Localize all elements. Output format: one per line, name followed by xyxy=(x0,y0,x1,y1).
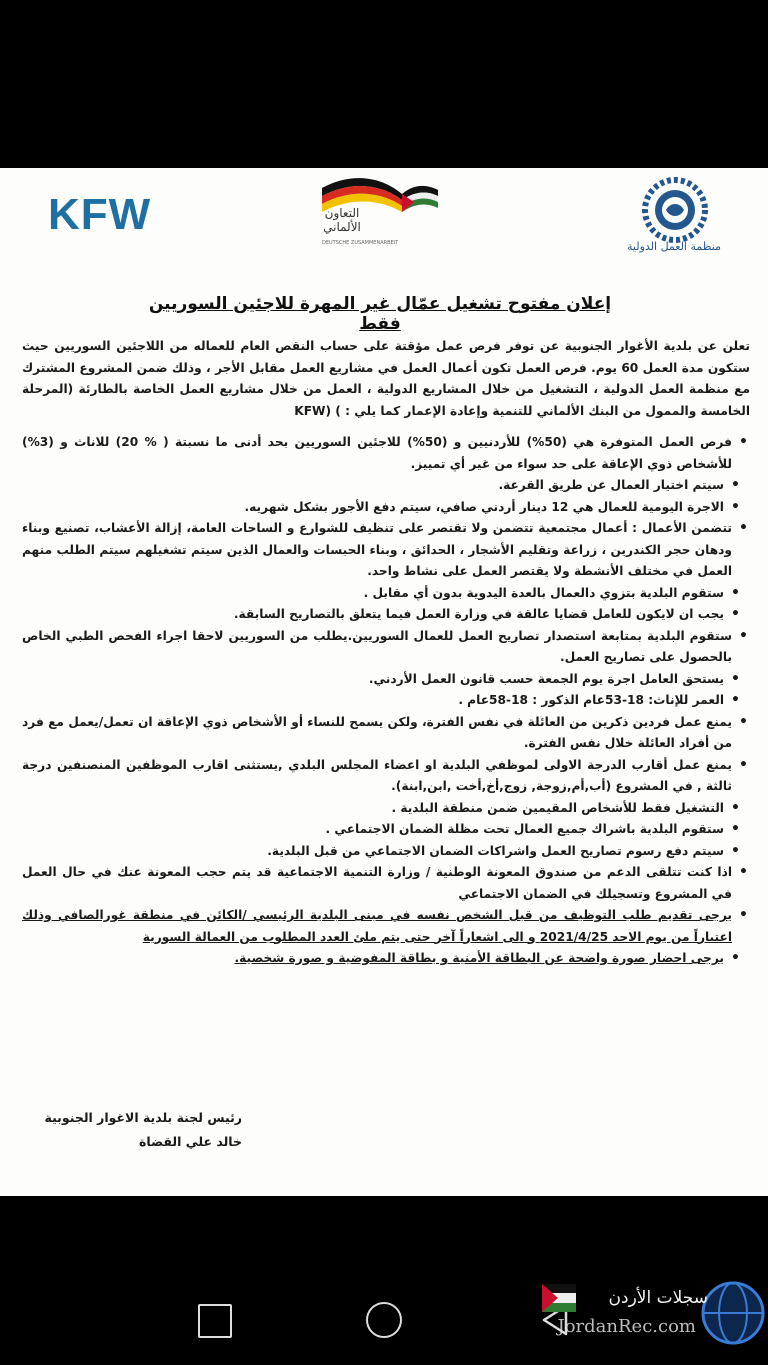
list-item: • سيتم دفع رسوم تصاريح العمل واشراكات الضمان الاجتماعي من قبل البلدية. xyxy=(22,841,724,863)
list-item: • التشغيل فقط للأشخاص المقيمين ضمن منطقة البلدية . xyxy=(22,798,724,820)
list-item: • الاجرة اليومية للعمال هي 12 دينار أردني صافي، سيتم دفع الأجور بشكل شهريه. xyxy=(22,497,724,519)
coop-arabic-text xyxy=(320,206,364,234)
coop-line-1: التعاون xyxy=(324,206,360,220)
coop-subtitle: DEUTSCHE ZUSAMMENARBEIT xyxy=(322,240,399,246)
announcement-title: إعلان مفتوح تشغيل عمّال غير المهرة للاجئين السوريين فقط xyxy=(148,294,612,334)
logo-header xyxy=(0,168,768,278)
coop-line-2: الألماني xyxy=(323,220,361,234)
signature-block xyxy=(22,1106,242,1154)
list-item: • ستقوم البلدية بمتابعة استصدار تصاريح العمل للعمال السوريين.يطلب من السوريين لاحقا اجراء الفحص الطبي الخاص بالحصول على تصاريح العمل. xyxy=(22,626,732,669)
list-item: • يجب ان لايكون للعامل قضايا عالقة في وزارة العمل فيما يتعلق بالتصاريح السابقة. xyxy=(22,604,724,626)
ilo-caption: منظمة العمل الدولية xyxy=(627,240,721,253)
announcement-body xyxy=(22,336,750,970)
recent-apps-button[interactable] xyxy=(198,1304,232,1338)
list-item: • تتضمن الأعمال : أعمال مجتمعية تتضمن ولا تقتصر على تنظيف للشوارع و الساحات العامة، إزالة الأعشاب، تصنيع وبناء ودهان حجر الكندرين ، زراعة وتقليم الأشجار ، الحدائق ، وبناء الحبسات والعمال الذين سيتم تشغيلهم سيتم الطلب منهم العمل في مختلف الأنشطة ولا يقتصر العمل على نشاط واحد. xyxy=(22,518,732,583)
watermark-latin: JordanRec.com xyxy=(557,1316,696,1337)
watermark-globe-icon xyxy=(698,1278,768,1348)
home-button[interactable] xyxy=(366,1302,402,1338)
list-item: • فرص العمل المتوفرة هي (50%) للأردنيين و (50%) للاجئين السوريين بحد أدنى ما نسبتة ( % 20) للاناث و (3%) للأشخاص ذوي الإعاقة على حد سواء من غير أي تمييز. xyxy=(22,432,732,475)
watermark xyxy=(512,1270,768,1365)
list-item: • ستقوم البلدية بتزوي دالعمال بالعدة اليدوية بدون أي مقابل . xyxy=(22,583,724,605)
list-item: • يمنع عمل فردين ذكرين من العائلة في نفس الفترة، ولكن يسمح للنساء أو الأشخاص ذوي الإعاقة ان تعمل/يعمل مع فرد من أفراد العائلة خلال نفس الفترة. xyxy=(22,712,732,755)
signature-title: رئيس لجنة بلدية الاغوار الجنوبية xyxy=(44,1110,242,1125)
watermark-arabic: سجلات الأردن xyxy=(608,1288,708,1308)
list-item: • سيتم اختيار العمال عن طريق القرعة. xyxy=(22,475,724,497)
kfw-logo: KFW xyxy=(48,190,152,239)
list-item: • ستقوم البلدية باشراك جميع العمال تحت مظلة الضمان الاجتماعي . xyxy=(22,819,724,841)
signature-name: خالد علي القضاة xyxy=(139,1134,242,1149)
conditions-list xyxy=(22,432,750,970)
intro-paragraph: تعلن عن بلدية الأغوار الجنوبية عن توفر فرص عمل مؤقتة على حساب النقص العام للعماله من اللاجئين السوريين حيث ستكون مدة العمل 60 يوم. فرص العمل تكون أعمال العمل في مشاريع العمل مقابل الأجر ، وذلك ضمن المشروع المشترك مع منظمة العمل الدولية ، التشغيل من خلال المشاريع الدولية ، العمل من خلال مشاريع العمل الخاصة بالطارئة (المرحلة الخامسة والممول من البنك الألماني للتنمية وإعادة الإعمار كما يلي : ) (KFW xyxy=(22,339,750,418)
list-item: • يمنع عمل أقارب الدرجة الاولى لموظفي البلدية او اعضاء المجلس البلدي ,يستثنى اقارب الموظفين المنصنفين درجة ثالثة , في المشروع (أب,أم,زوجة, زوج,أخ,أخت ,ابن,ابنة). xyxy=(22,755,732,798)
list-item: • العمر للإناث: 18-53عام الذكور : 18-58عام . xyxy=(22,690,724,712)
list-item: • يرجى تقديم طلب التوظيف من قبل الشخص نفسه في مبنى البلدية الرئيسي /الكائن في منطقة غورالصافي وذلك اعتباراً من يوم الاحد 2021/4/25 و الى اشعاراً آخر حتى يتم ملئ العدد المطلوب من العمالة السورية xyxy=(22,905,732,948)
list-item: • يستحق العامل اجرة يوم الجمعة حسب قانون العمل الأردني. xyxy=(22,669,724,691)
document-page xyxy=(0,168,768,1196)
list-item: • اذا كنت تتلقى الدعم من صندوق المعونة الوطنية / وزارة التنمية الاجتماعية قد يتم حجب المعونة عنك في حال العمل في المشروع وتسجيلك في الضمان الاجتماعي xyxy=(22,862,732,905)
list-item: • يرجى احضار صورة واضحة عن البطاقة الأمنية و بطاقة المفوضية و صورة شخصية. xyxy=(22,948,724,970)
watermark-flag-icon xyxy=(542,1284,576,1312)
